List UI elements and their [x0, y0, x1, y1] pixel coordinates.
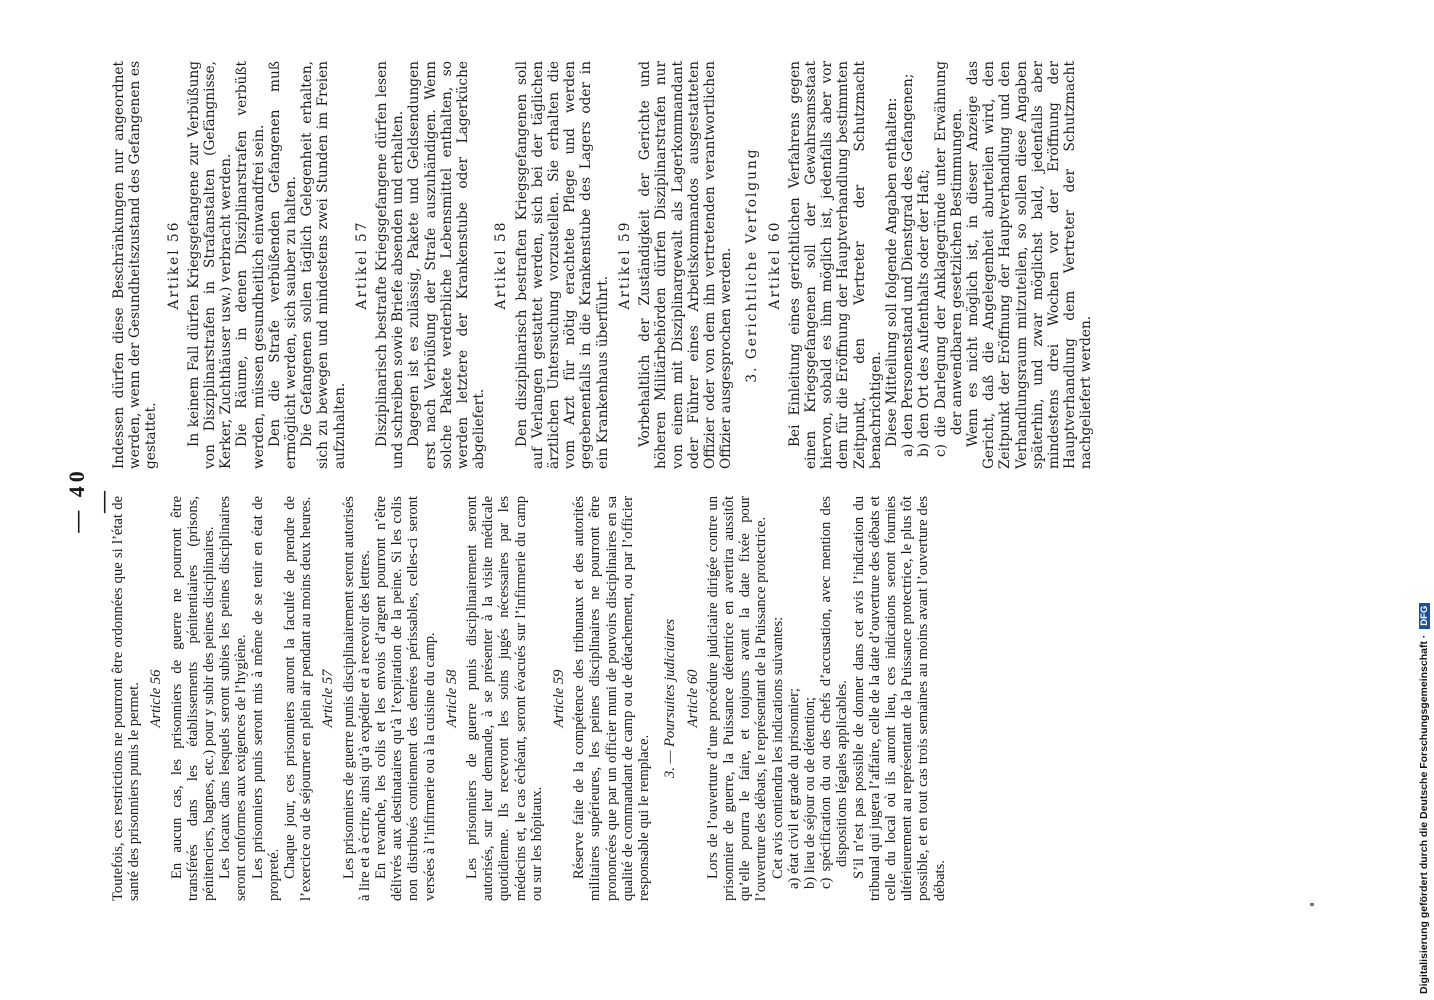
- german-list-item: b) den Ort des Aufenthalts oder der Haft;: [916, 169, 933, 457]
- german-article-59-paragraph: Vorbehaltlich der Zuständigkeit der Gerichte und höheren Militärbehörden dürfen Disziplinarstrafen nur von einem mit Disziplinargewalt als Lagerkommandant oder Führer eines Arbeitskommandos ausgestatteten Offizier oder von dem ihn vertretenden verantwortlichen Offizier ausgesprochen werden.: [637, 61, 735, 469]
- german-article-56-paragraph: Die Räume, in denen Disziplinarstrafen verbüßt werden, müssen gesundheitlich einwandfrei sein.: [234, 61, 267, 469]
- german-list-item: a) den Personenstand und Dienstgrad des Gefangenen;: [900, 73, 917, 457]
- german-column: [111, 61, 1095, 469]
- french-section-3-heading: 3. — Poursuites judiciaires: [662, 618, 679, 779]
- german-list-item: c) die Darlegung der Anklagegründe unter Erwähnung der anwendbaren gesetzlichen Bestimmungen.: [932, 61, 965, 457]
- french-list-item: a) état civil et grade du prisonnier;: [785, 688, 802, 889]
- french-article-57-paragraph: Les prisonniers de guerre punis disciplinairement seront autorisés à lire et à écrire, ainsi qu’à expédier et à recevoir des lettres.: [340, 496, 373, 901]
- french-article-56-paragraph: En aucun cas, les prisonniers de guerre ne pourront être transférés dans les établissements pénitentiaires (prisons, pénitenciers, bagnes, etc.) pour y subir des peines disciplinaires.: [168, 496, 218, 901]
- french-article-57-paragraph: En revanche, les colis et les envois d’argent pourront n’être délivrés aux destinataires qu’à l’expiration de la peine. Si les colis non distribués contiennent des denrées périssables, celles-ci seront versées à l’infirmerie ou à la cuisine du camp.: [373, 496, 438, 901]
- digitization-credit-text: Digitalisierung gefördert durch die Deutsche Forschungsgemeinschaft ·: [1418, 634, 1430, 994]
- german-article-58-paragraph: Den disziplinarisch bestraften Kriegsgefangenen soll auf Verlangen gestattet werden, sich bei der täglichen ärztlichen Untersuchung vorzustellen. Sie erhalten die vom Arzt für nötig erachtete Pflege und werden gegebenenfalls in die Krankenstube des Lagers oder in ein Krankenhaus überführt.: [513, 61, 611, 469]
- dfg-logo: DFG: [1419, 603, 1430, 629]
- french-article-58-paragraph: Les prisonniers de guerre punis disciplinairement seront autorisés, sur leur demande, à se présenter à la visite médicale quotidienne. Ils recevront les soins jugés nécessaires par les médecins et, le cas échéant, seront évacués sur l’infirmerie du camp ou sur les hôpitaux.: [464, 496, 545, 901]
- german-article-60-heading: Artikel 60: [766, 220, 783, 310]
- french-column: [110, 496, 948, 901]
- french-article-60-paragraph: S’il n’est pas possible de donner dans cet avis l’indication du tribunal qui jugera l’affaire, celle de la date d’ouverture des débats et celle du local où ils auront lieu, ces indications seront fournies ultérieurement au représentant de la Puissance protectrice, le plus tôt possible, et en tout cas trois semaines au moins avant l’ouverture des débats.: [850, 496, 948, 901]
- german-article-60-paragraph: Diese Mitteilung soll folgende Angaben enthalten:: [883, 97, 900, 447]
- german-article-57-paragraph: Dagegen ist es zulässig, Pakete und Geldsendungen erst nach Verbüßung der Strafe auszuhändigen. Wenn solche Pakete verderbliche Lebensmittel enthalten, so werden letztere der Krankenstube oder Lagerküche abgeliefert.: [406, 61, 488, 469]
- digitization-credit: [1418, 9, 1430, 994]
- german-intro: Indessen dürfen diese Beschränkungen nur angeordnet werden, wenn der Gesundheitszustand des Gefangenen es gestattet.: [111, 61, 160, 469]
- german-article-56-paragraph: Den die Strafe verbüßenden Gefangenen muß ermöglicht werden, sich sauber zu halten.: [266, 61, 300, 469]
- french-article-59-paragraph: Réserve faite de la compétence des tribunaux et des autorités militaires supérieures, les peines disciplinaires ne pourront être prononcées que par un officier muni de pouvoirs disciplinaires en sa qualité de commandant de camp ou de détachement, ou par l’officier responsable qui le remplace.: [571, 496, 653, 901]
- french-list-item: b) lieu de séjour ou de détention;: [801, 696, 818, 889]
- german-article-57-heading: Artikel 57: [353, 220, 370, 310]
- german-article-60-paragraph: Bei Einleitung eines gerichtlichen Verfahrens gegen einen Kriegsgefangenen soll der Gewahrsamsstaat hiervon, sobald es ihm möglich ist, jedenfalls aber vor dem für die Eröffnung der Hauptverhandlung bestimmten Zeitpunkt, den Vertreter der Schutzmacht benachrichtigen.: [786, 61, 884, 469]
- german-section-3-heading: 3. Gerichtliche Verfolgung: [744, 147, 761, 383]
- german-article-59-heading: Artikel 59: [616, 220, 633, 310]
- french-article-60-paragraph: Cet avis contiendra les indications suivantes:: [769, 616, 786, 879]
- french-article-56-paragraph: Les prisonniers punis seront mis à même de se tenir en état de propreté.: [249, 496, 282, 901]
- french-article-56-heading: Article 56: [148, 669, 165, 728]
- french-article-56-paragraph: Les locaux dans lesquels seront subies les peines disciplinaires seront conformes aux exigences de l’hygiène.: [217, 496, 250, 901]
- german-article-57-paragraph: Disziplinarisch bestrafte Kriegsgefangene dürfen lesen und schreiben sowie Briefe absenden und erhalten.: [374, 61, 407, 469]
- french-article-60-heading: Article 60: [684, 669, 701, 728]
- page-number: — 40 —: [64, 467, 115, 533]
- german-article-56-paragraph: In keinem Fall dürfen Kriegsgefangene zur Verbüßung von Disziplinarstrafen in Strafanstalten (Gefängnisse, Kerker, Zuchthäuser usw.) verbracht werden.: [185, 61, 235, 469]
- german-article-58-heading: Artikel 58: [493, 220, 510, 310]
- french-article-58-heading: Article 58: [443, 669, 460, 728]
- german-article-56-paragraph: Die Gefangenen sollen täglich Gelegenheit erhalten, sich zu bewegen und mindestens zwei Stunden im Freien aufzuhalten.: [299, 61, 348, 469]
- german-article-60-paragraph: Wenn es nicht möglich ist, in dieser Anzeige das Gericht, daß die Angelegenheit aburteilen wird, den Zeitpunkt der Eröffnung der Hauptverhandlung und den Verhandlungsraum mitzuteilen, so sollen diese Angaben späterhin, und zwar möglichst bald, jedenfalls aber mindestens drei Wochen vor der Eröffnung der Hauptverhandlung dem Vertreter der Schutzmacht nachgeliefert werden.: [964, 61, 1095, 469]
- french-article-59-heading: Article 59: [551, 669, 568, 728]
- french-article-60-paragraph: Lors de l’ouverture d’une procédure judiciaire dirigée contre un prisonnier de guerre, la Puissance détentrice en avertira aussitôt qu’elle pourra le faire, et toujours avant la date fixée pour l’ouverture des débats, le représentant de la Puissance protectrice.: [704, 496, 770, 901]
- french-article-57-heading: Article 57: [320, 669, 337, 728]
- french-article-56-paragraph: Chaque jour, ces prisonniers auront la faculté de prendre de l’exercice ou de séjourner en plein air pendant au moins deux heures.: [282, 496, 315, 901]
- french-list-item: c) spécification du ou des chefs d’accusation, avec mention des dispositions légales applicables.: [818, 496, 851, 889]
- french-intro: Toutefois, ces restrictions ne pourront être ordonnées que si l’état de santé des prisonniers punis le permet.: [110, 496, 143, 901]
- german-article-56-heading: Artikel 56: [165, 220, 182, 310]
- scan-speck: [1310, 903, 1314, 906]
